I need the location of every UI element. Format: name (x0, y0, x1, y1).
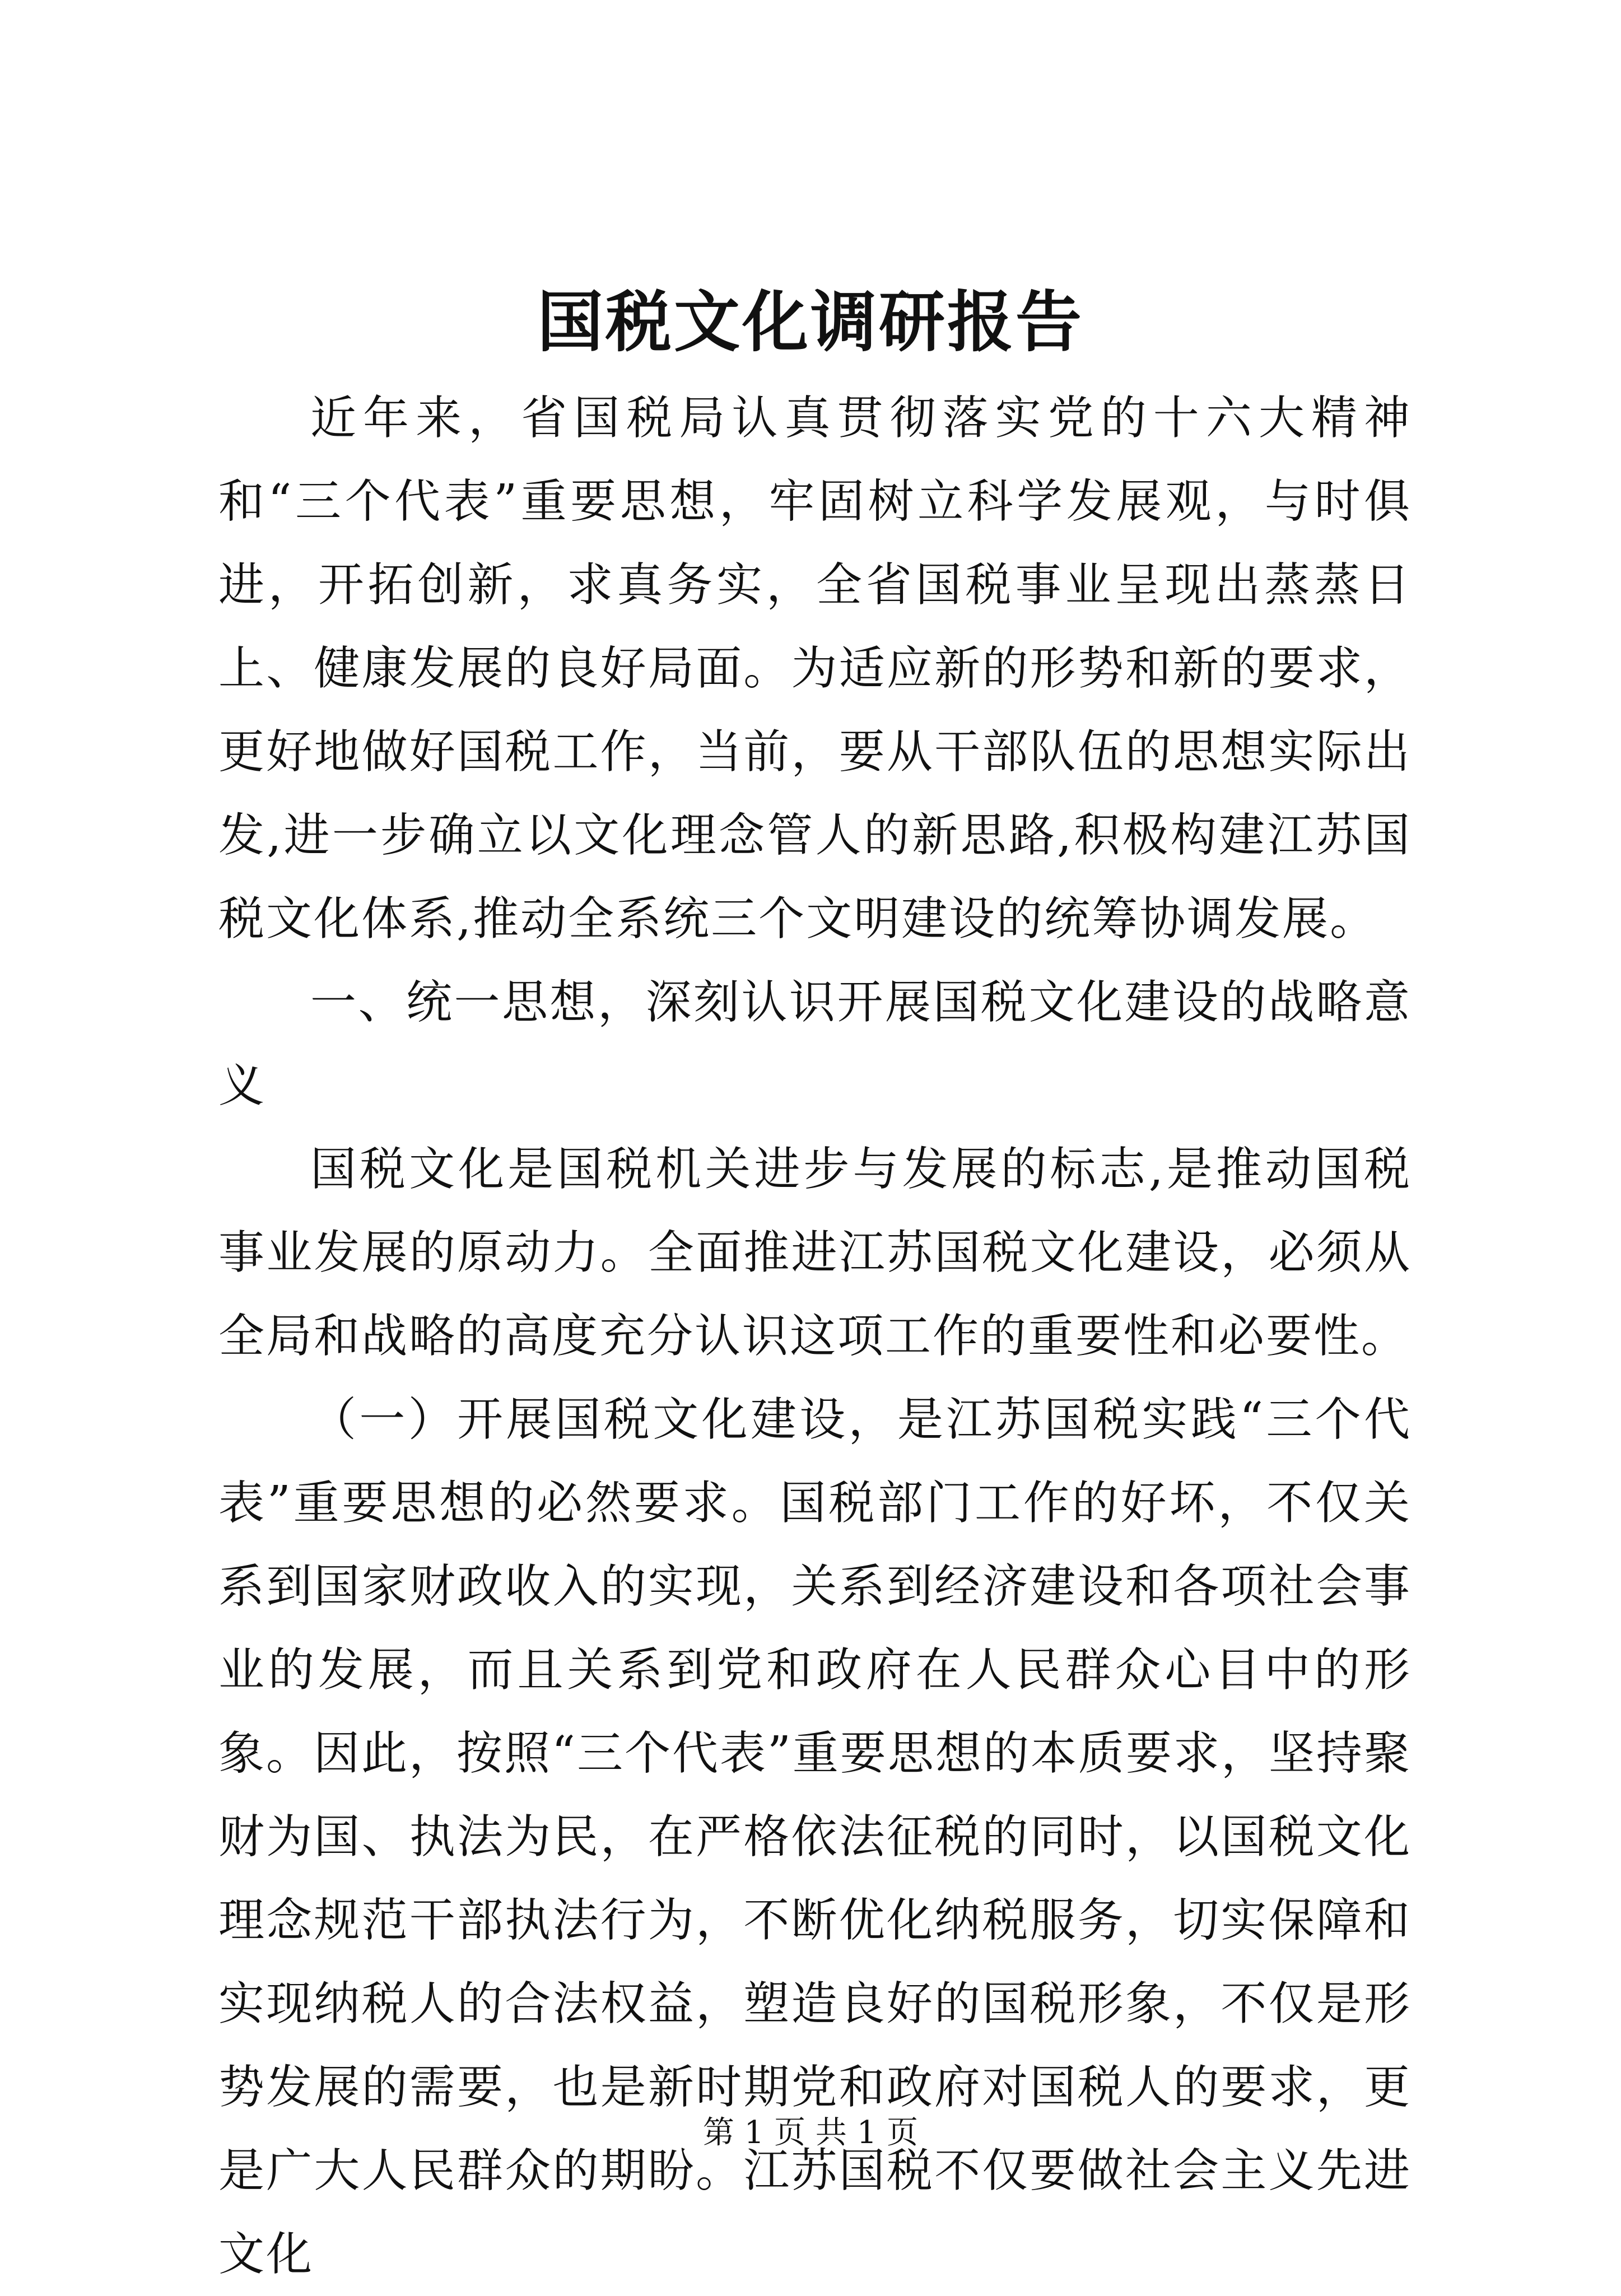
paragraph-point-one: （一）开展国税文化建设，是江苏国税实践“三个代表”重要思想的必然要求。国税部门工作的好坏，不仅关系到国家财政收入的实现，关系到经济建设和各项社会事业的发展，而且关系到党和政府在人民群众心目中的形象。因此，按照“三个代表”重要思想的本质要求，坚持聚财为国、执法为民，在严格依法征税的同时，以国税文化理念规范干部执法行为，不断优化纳税服务，切实保障和实现纳税人的合法权益，塑造良好的国税形象，不仅是形势发展的需要，也是新时期党和政府对国税人的要求，更是广大人民群众的期盼。江苏国税不仅要做社会主义先进文化 (218, 1393, 1412, 2281)
paragraph-section-heading: 一、统一思想，深刻认识开展国税文化建设的战略意义 (218, 976, 1412, 1112)
page-footer: 第 1 页 共 1 页 (702, 2115, 919, 2151)
paragraph-significance: 国税文化是国税机关进步与发展的标志,是推动国税事业发展的原动力。全面推进江苏国税文化建设，必须从全局和战略的高度充分认识这项工作的重要性和必要性。 (218, 1143, 1412, 1363)
document-body (218, 376, 1412, 2296)
document-title: 国税文化调研报告 (537, 283, 1084, 361)
paragraph-intro: 近年来，省国税局认真贯彻落实党的十六大精神和“三个代表”重要思想，牢固树立科学发展观，与时俱进，开拓创新，求真务实，全省国税事业呈现出蒸蒸日上、健康发展的良好局面。为适应新的形势和新的要求，更好地做好国税工作，当前，要从干部队伍的思想实际出发,进一步确立以文化理念管人的新思路,积极构建江苏国税文化体系,推动全系统三个文明建设的统筹协调发展。 (218, 392, 1412, 946)
